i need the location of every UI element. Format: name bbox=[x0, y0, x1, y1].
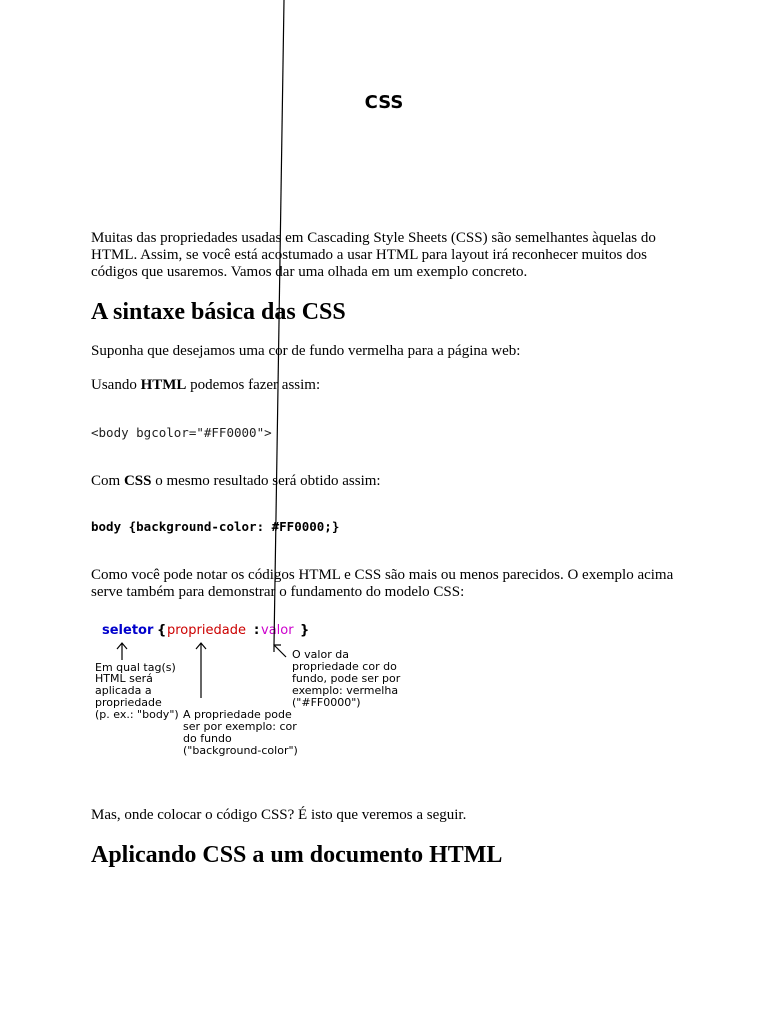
diagram-colon: : bbox=[254, 623, 260, 638]
note-value-line: exemplo: vermelha bbox=[292, 684, 399, 697]
note-property-line: do fundo bbox=[183, 732, 232, 745]
intro-paragraph: Muitas das propriedades usadas em Cascading Style Sheets (CSS) são semelhantes àquelas do HTML. Assim, se você está acostumado a usar HTML para layout irá reconhecer muitos dos códigos que usaremos. Vamos dar uma olhada em um exemplo concreto. bbox=[91, 230, 656, 280]
note-selector bbox=[95, 661, 179, 721]
note-selector-line: HTML será bbox=[95, 672, 153, 685]
section-heading-syntax: A sintaxe básica das CSS bbox=[91, 299, 346, 325]
note-value-line: fundo, pode ser por bbox=[292, 672, 401, 685]
text-fragment: podemos fazer assim: bbox=[186, 377, 321, 393]
arrow-selector-icon bbox=[117, 643, 127, 660]
bold-term-html: HTML bbox=[140, 377, 187, 393]
note-selector-line: Em qual tag(s) bbox=[95, 661, 176, 674]
note-property-line: ("background-color") bbox=[183, 744, 298, 757]
note-value bbox=[292, 648, 401, 709]
note-property bbox=[183, 708, 298, 757]
note-value-line: O valor da bbox=[292, 648, 349, 661]
css-code-example: body {background-color: #FF0000;} bbox=[91, 519, 340, 534]
note-value-line: ("#FF0000") bbox=[292, 696, 361, 709]
diagram-value-label: valor bbox=[261, 623, 294, 638]
page-title: CSS bbox=[364, 92, 404, 113]
paragraph-where-css: Mas, onde colocar o código CSS? É isto que veremos a seguir. bbox=[91, 807, 467, 823]
text-fragment: Com bbox=[91, 473, 124, 489]
diagram-property-label: propriedade bbox=[167, 623, 246, 638]
bold-term-css: CSS bbox=[123, 473, 152, 489]
diagram-brace-close: } bbox=[300, 623, 310, 638]
paragraph-compare: Como você pode notar os códigos HTML e CSS são mais ou menos parecidos. O exemplo acima serve também para demonstrar o fundamento do modelo CSS: bbox=[91, 567, 674, 600]
diagram-selector-label: seletor bbox=[102, 623, 154, 638]
note-selector-line: aplicada a bbox=[95, 684, 152, 697]
paragraph-using-html bbox=[91, 377, 691, 394]
paragraph-background-red: Suponha que desejamos uma cor de fundo vermelha para a página web: bbox=[91, 343, 521, 359]
text-fragment: Usando bbox=[91, 377, 141, 393]
note-selector-line: (p. ex.: "body") bbox=[95, 708, 179, 721]
paragraph-with-css bbox=[91, 473, 691, 490]
section-heading-applying: Aplicando CSS a um documento HTML bbox=[91, 842, 503, 868]
note-selector-line: propriedade bbox=[95, 696, 162, 709]
arrow-property-icon bbox=[196, 643, 206, 698]
diagram-brace-open: { bbox=[157, 623, 167, 638]
note-value-line: propriedade cor do bbox=[292, 660, 397, 673]
html-code-example: <body bgcolor="#FF0000"> bbox=[91, 425, 272, 440]
note-property-line: A propriedade pode bbox=[183, 708, 292, 721]
text-fragment: o mesmo resultado será obtido assim: bbox=[151, 473, 381, 489]
note-property-line: ser por exemplo: cor bbox=[183, 720, 297, 733]
